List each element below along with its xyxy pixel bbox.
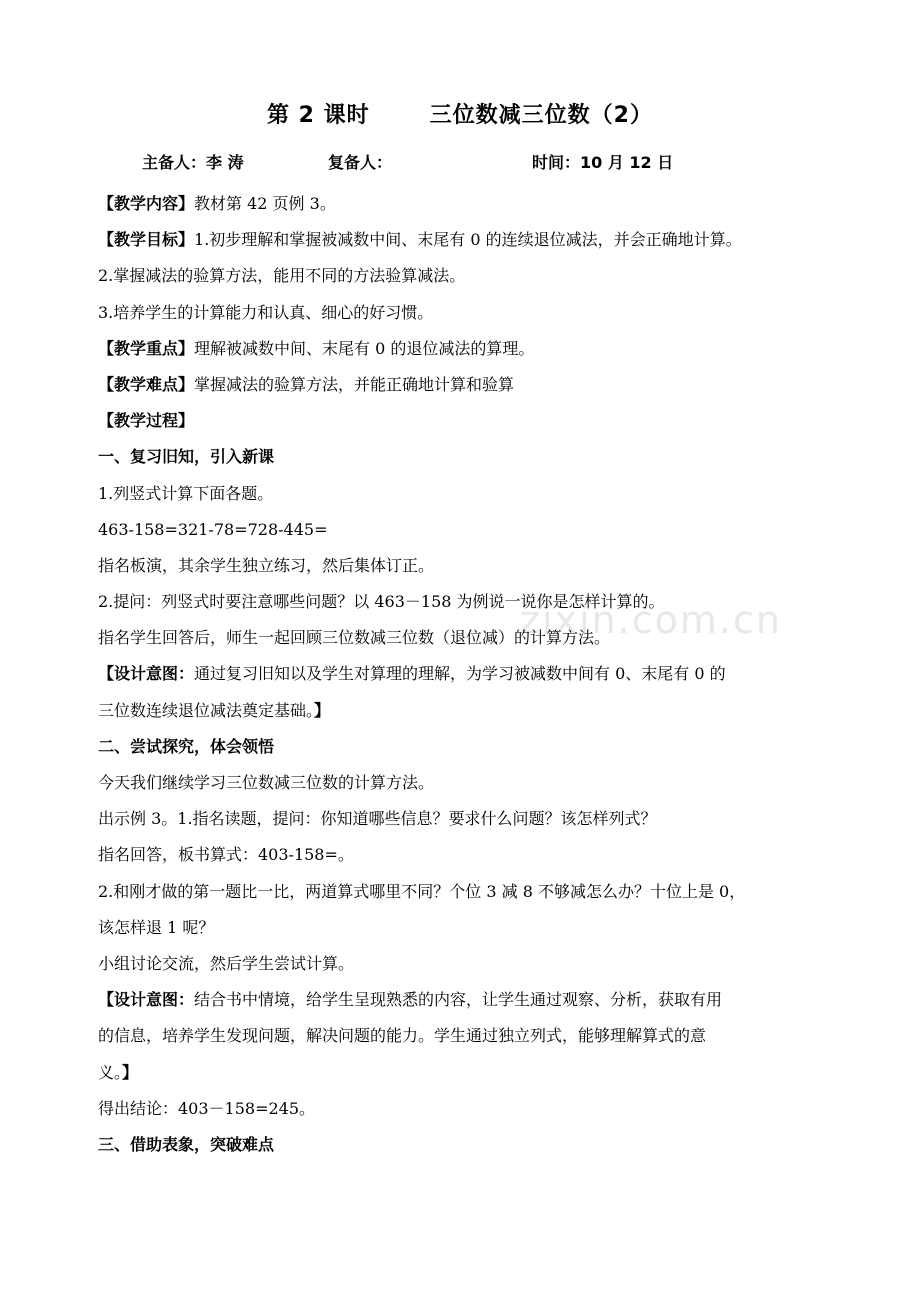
section-heading: 一、复习旧知，引入新课 <box>98 447 275 467</box>
section-label: 【教学内容】 <box>98 194 195 213</box>
paragraph-text: 三位数连续退位减法奠定基础。 <box>98 700 315 720</box>
design-intent <box>98 656 828 692</box>
closing-bracket: 】 <box>314 700 331 720</box>
paragraph: 指名学生回答后，师生一起回顾三位数减三位数（退位减）的计算方法。 <box>98 628 611 648</box>
paragraph: 今天我们继续学习三位数减三位数的计算方法。 <box>98 773 435 792</box>
teaching-goal <box>98 222 828 258</box>
section-heading: 【教学过程】 <box>98 411 195 431</box>
paragraph-text: 结合书中情境，给学生呈现熟悉的内容，让学生通过观察、分析，获取有用 <box>194 990 723 1010</box>
paragraph: 指名板演，其余学生独立练习，然后集体订正。 <box>98 555 435 575</box>
reviewer: 复备人： <box>328 153 393 172</box>
paragraph <box>98 1055 828 1091</box>
paragraph: 小组讨论交流，然后学生尝试计算。 <box>98 953 355 973</box>
lesson-body <box>98 186 828 1163</box>
section-heading: 三、借助表象，突破难点 <box>98 1134 275 1154</box>
paragraph: 得出结论：403－158=245。 <box>98 1098 316 1118</box>
paragraph: 指名回答，板书算式：403-158=。 <box>98 845 354 865</box>
section-label: 【设计意图： <box>98 664 195 684</box>
paragraph: 3.培养学生的计算能力和认真、细心的好习惯。 <box>98 302 434 322</box>
paragraph-text: 通过复习旧知以及学生对算理的理解，为学习被减数中间有 0、末尾有 0 的 <box>194 664 726 684</box>
paragraph: 出示例 3。1.指名读题，提问：你知道哪些信息？要求什么问题？该怎样列式？ <box>98 809 657 829</box>
paragraph: 的信息，培养学生发现问题，解决问题的能力。学生通过独立列式，能够理解算式的意 <box>98 1026 707 1046</box>
paragraph-text: 理解被减数中间、末尾有 0 的退位减法的算理。 <box>194 338 535 358</box>
lesson-time: 时间：10 月 12 日 <box>532 153 674 172</box>
paragraph-text: 教材第 42 页例 3。 <box>194 194 336 213</box>
page-title <box>0 98 920 129</box>
lesson-number: 第 2 课时 <box>267 103 370 128</box>
paragraph-text: 掌握减法的验算方法，并能正确地计算和验算 <box>194 374 515 394</box>
equation-line: 463-158=321-78=728-445= <box>98 519 328 539</box>
paragraph: 该怎样退 1 呢？ <box>98 917 215 937</box>
teaching-focus <box>98 331 828 367</box>
watermark-text: zixin.com.cn <box>520 598 782 642</box>
section-label: 【教学重点】 <box>98 338 195 358</box>
paragraph: 1.列竖式计算下面各题。 <box>98 483 274 503</box>
closing-bracket: 】 <box>122 1062 139 1082</box>
lesson-meta <box>142 150 842 174</box>
preparer: 主备人：李 涛 <box>142 153 244 172</box>
design-intent <box>98 982 828 1018</box>
paragraph <box>98 693 828 729</box>
section-heading: 二、尝试探究，体会领悟 <box>98 736 275 756</box>
paragraph-text: 1.初步理解和掌握被减数中间、末尾有 0 的连续退位减法，并会正确地计算。 <box>194 230 742 250</box>
section-label: 【教学目标】 <box>98 230 195 250</box>
section-label: 【教学难点】 <box>98 374 195 394</box>
section-label: 【设计意图： <box>98 990 195 1010</box>
paragraph: 2.和刚才做的第一题比一比，两道算式哪里不同？个位 3 减 8 不够减怎么办？十位上是 0， <box>98 881 746 901</box>
paragraph: 2.提问：列竖式时要注意哪些问题？以 463－158 为例说一说你是怎样计算的。 <box>98 592 665 612</box>
teaching-difficulty <box>98 367 828 403</box>
paragraph-text: 义。 <box>98 1062 123 1082</box>
paragraph: 2.掌握减法的验算方法，能用不同的方法验算减法。 <box>98 266 466 286</box>
lesson-topic: 三位数减三位数（2） <box>429 103 653 128</box>
teaching-content <box>98 186 828 222</box>
